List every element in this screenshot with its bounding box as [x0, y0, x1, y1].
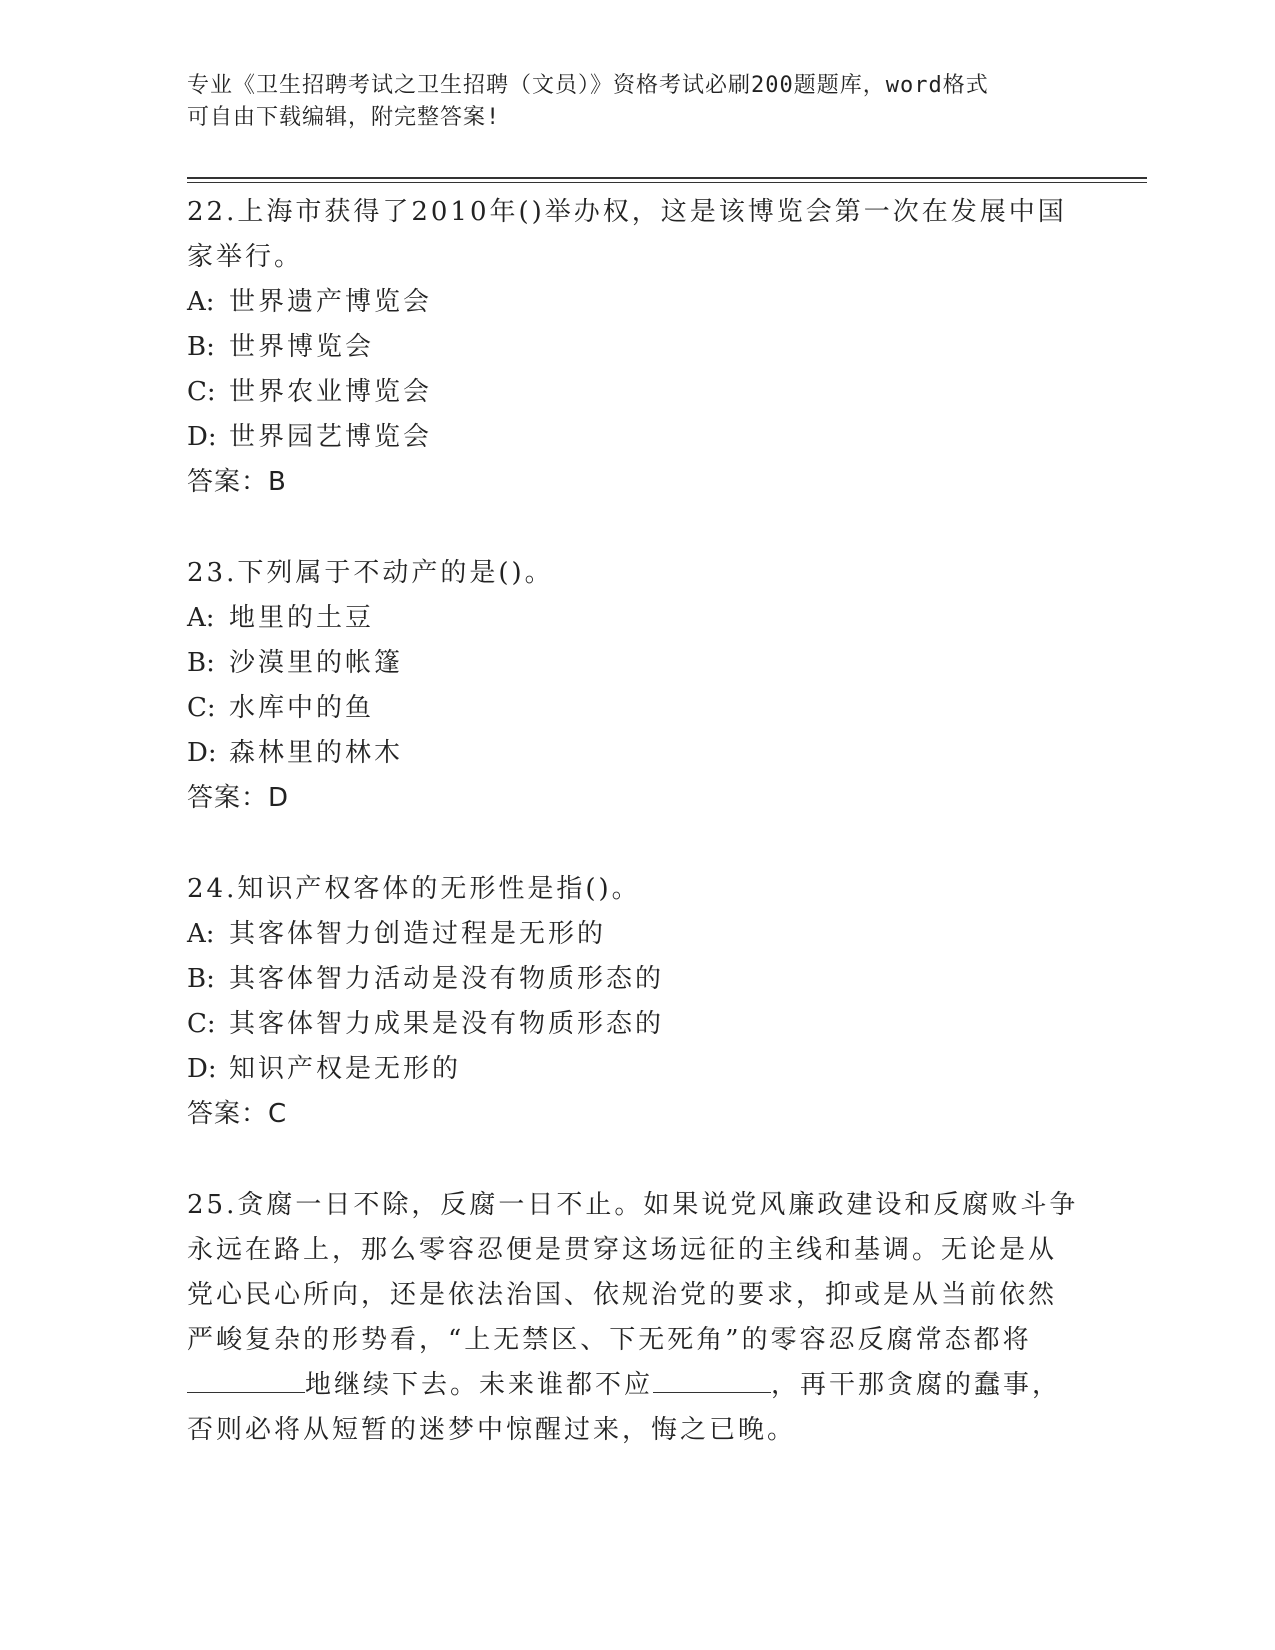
- option-d: [187, 415, 1087, 460]
- option-a: [187, 912, 1087, 957]
- option-key: A:: [187, 919, 215, 949]
- option-text: 世界园艺博览会: [229, 422, 433, 452]
- answer: 答案：B: [187, 467, 287, 497]
- question-text: 24.知识产权客体的无形性是指()。: [187, 874, 641, 904]
- header-divider-thick: [187, 177, 1147, 179]
- question-text: 严峻复杂的形势看，“上无禁区、下无死角”的零容忍反腐常态都将: [187, 1325, 1032, 1355]
- option-key: B:: [187, 332, 215, 362]
- answer: 答案：C: [187, 1099, 288, 1129]
- option-c: [187, 1002, 1087, 1047]
- option-key: A:: [187, 603, 215, 633]
- option-key: A:: [187, 287, 215, 317]
- option-key: C:: [187, 377, 216, 407]
- question-text-segment: ，再干那贪腐的蠢事，: [771, 1370, 1062, 1400]
- question-text: 23.下列属于不动产的是()。: [187, 558, 554, 588]
- option-d: [187, 1047, 1087, 1092]
- option-key: B:: [187, 648, 215, 678]
- fill-blank: [187, 1366, 305, 1393]
- option-key: D:: [187, 738, 217, 768]
- question-text: 家举行。: [187, 242, 304, 272]
- option-b: [187, 957, 1087, 1002]
- question-24: [187, 867, 1087, 1137]
- question-text: 党心民心所向，还是依法治国、依规治党的要求，抑或是从当前依然: [187, 1280, 1058, 1310]
- question-text: 22.上海市获得了2010年()举办权，这是该博览会第一次在发展中国: [187, 197, 1067, 227]
- option-text: 地里的土豆: [229, 603, 375, 633]
- option-c: [187, 370, 1087, 415]
- option-text: 世界农业博览会: [229, 377, 433, 407]
- option-b: [187, 325, 1087, 370]
- question-text: 否则必将从短暂的迷梦中惊醒过来，悔之已晚。: [187, 1415, 797, 1445]
- option-text: 水库中的鱼: [229, 693, 375, 723]
- option-text: 沙漠里的帐篷: [229, 648, 404, 678]
- option-key: B:: [187, 964, 215, 994]
- header-line-1: 专业《卫生招聘考试之卫生招聘（文员）》资格考试必刷200题题库，word格式: [187, 73, 989, 98]
- option-text: 世界遗产博览会: [229, 287, 433, 317]
- fill-blank: [653, 1366, 771, 1393]
- option-c: [187, 686, 1087, 731]
- option-a: [187, 596, 1087, 641]
- answer: 答案：D: [187, 783, 290, 813]
- question-25: [187, 1183, 1087, 1453]
- option-key: C:: [187, 693, 216, 723]
- question-text: 永远在路上，那么零容忍便是贯穿这场远征的主线和基调。无论是从: [187, 1235, 1058, 1265]
- option-text: 其客体智力活动是没有物质形态的: [229, 964, 665, 994]
- header-line-2: 可自由下载编辑，附完整答案!: [187, 105, 501, 130]
- option-text: 世界博览会: [229, 332, 375, 362]
- document-header: [187, 70, 1067, 134]
- question-22: [187, 190, 1087, 505]
- option-text: 知识产权是无形的: [229, 1054, 462, 1084]
- option-key: D:: [187, 422, 217, 452]
- header-divider-thin: [187, 182, 1147, 183]
- option-key: D:: [187, 1054, 217, 1084]
- option-d: [187, 731, 1087, 776]
- option-text: 其客体智力创造过程是无形的: [229, 919, 607, 949]
- question-text-segment: 地继续下去。未来谁都不应: [305, 1370, 654, 1400]
- question-text: 25.贪腐一日不除，反腐一日不止。如果说党风廉政建设和反腐败斗争: [187, 1190, 1079, 1220]
- option-text: 森林里的林木: [229, 738, 404, 768]
- option-a: [187, 280, 1087, 325]
- option-text: 其客体智力成果是没有物质形态的: [229, 1009, 665, 1039]
- question-text-with-blanks: [187, 1363, 1087, 1408]
- option-b: [187, 641, 1087, 686]
- option-key: C:: [187, 1009, 216, 1039]
- question-23: [187, 551, 1087, 821]
- question-list: [187, 190, 1087, 1499]
